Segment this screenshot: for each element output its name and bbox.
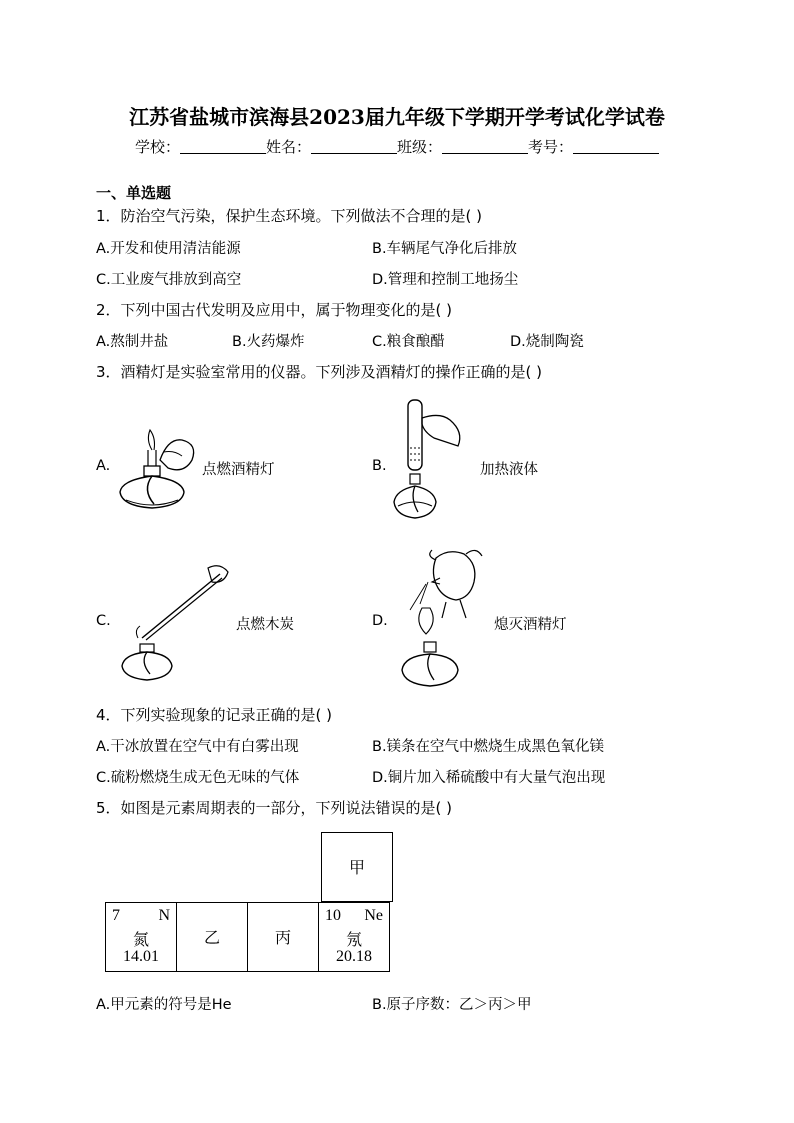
periodic-cell-neon — [319, 903, 390, 972]
q1-option-d: D.管理和控制工地扬尘 — [372, 272, 519, 288]
q4-option-c: C.硫粉燃烧生成无色无味的气体 — [96, 770, 300, 786]
question-3-stem: 3．酒精灯是实验室常用的仪器。下列涉及酒精灯的操作正确的是( ) — [96, 363, 543, 381]
cell-element-name: 氖 — [345, 930, 362, 949]
question-4-stem: 4．下列实验现象的记录正确的是( ) — [96, 706, 333, 724]
student-info-line — [0, 136, 794, 157]
q2-option-c: C.粮食酿醋 — [372, 334, 445, 350]
q3-option-d-caption: 熄灭酒精灯 — [494, 617, 567, 633]
number-label: 考号： — [528, 138, 574, 156]
class-blank — [442, 139, 528, 154]
cell-symbol: Ne — [364, 907, 383, 924]
q5-option-a: A.甲元素的符号是He — [96, 997, 232, 1013]
q3-option-a-letter: A. — [96, 458, 111, 474]
q3-option-a-caption: 点燃酒精灯 — [202, 462, 275, 478]
cell-symbol: N — [158, 907, 170, 924]
cell-element-name: 氮 — [132, 930, 149, 949]
lighting-charcoal-illustration — [112, 560, 232, 685]
lighting-lamp-illustration — [112, 420, 202, 515]
q1-option-c: C.工业废气排放到高空 — [96, 272, 242, 288]
cell-bing-label: 丙 — [274, 928, 291, 947]
q1-option-b: B.车辆尾气净化后排放 — [372, 241, 518, 257]
q2-option-b: B.火药爆炸 — [232, 334, 305, 350]
q3-option-b-letter: B. — [372, 458, 387, 474]
q2-option-d: D.烧制陶瓷 — [510, 334, 584, 350]
q4-option-b: B.镁条在空气中燃烧生成黑色氧化镁 — [372, 739, 605, 755]
cell-atomic-mass: 20.18 — [336, 948, 372, 965]
number-blank — [573, 139, 659, 154]
cell-atomic-mass: 14.01 — [123, 948, 159, 965]
cell-atomic-number: 10 — [325, 907, 341, 924]
periodic-cell-nitrogen — [106, 903, 177, 972]
question-1-stem: 1．防治空气污染，保护生态环境。下列做法不合理的是( ) — [96, 207, 483, 225]
q3-option-d-letter: D. — [372, 613, 388, 629]
cell-jia-label: 甲 — [348, 858, 365, 877]
cell-yi-label: 乙 — [203, 928, 220, 947]
q4-option-a: A.干冰放置在空气中有白雾出现 — [96, 739, 299, 755]
extinguishing-lamp-illustration — [396, 548, 488, 690]
q5-option-b: B.原子序数：乙＞丙＞甲 — [372, 997, 532, 1013]
heating-liquid-illustration — [388, 398, 468, 530]
q3-option-c-caption: 点燃木炭 — [236, 617, 294, 633]
periodic-table-row — [105, 902, 390, 972]
name-blank — [311, 139, 397, 154]
periodic-cell-bing — [248, 903, 319, 972]
class-label: 班级： — [397, 138, 443, 156]
question-5-stem: 5．如图是元素周期表的一部分，下列说法错误的是( ) — [96, 799, 453, 817]
page-title: 江苏省盐城市滨海县2023届九年级下学期开学考试化学试卷 — [129, 105, 665, 129]
q3-option-b-caption: 加热液体 — [480, 462, 538, 478]
q1-option-a: A.开发和使用清洁能源 — [96, 241, 241, 257]
q3-option-c-letter: C. — [96, 613, 111, 629]
cell-atomic-number: 7 — [112, 907, 120, 924]
q4-option-d: D.铜片加入稀硫酸中有大量气泡出现 — [372, 770, 606, 786]
section-heading: 一、单选题 — [96, 184, 172, 202]
name-label: 姓名： — [265, 138, 311, 156]
periodic-cell-yi — [177, 903, 248, 972]
question-2-stem: 2．下列中国古代发明及应用中，属于物理变化的是( ) — [96, 301, 453, 319]
school-blank — [180, 139, 266, 154]
q2-option-a: A.熬制井盐 — [96, 334, 169, 350]
school-label: 学校： — [134, 138, 180, 156]
periodic-cell-jia — [322, 833, 393, 902]
periodic-table-top — [321, 832, 393, 902]
